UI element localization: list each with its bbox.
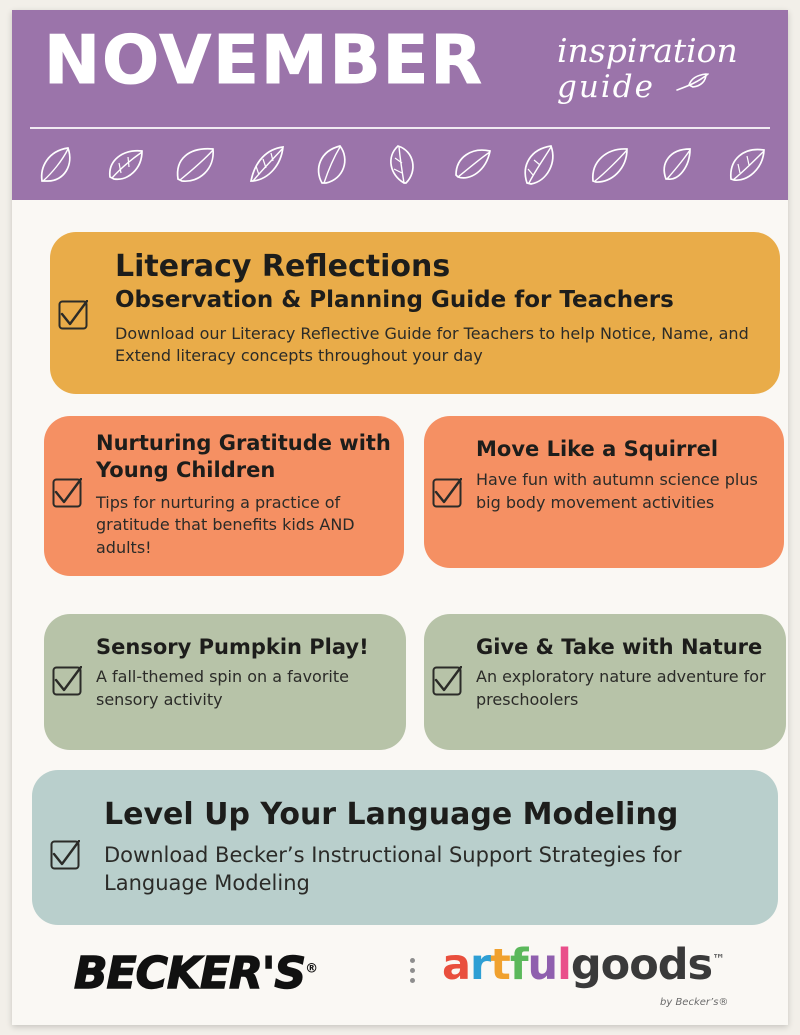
card-squirrel[interactable] [424,416,784,568]
guide-subtitle-line2: guide [557,70,738,106]
artful-goods-byline: by Becker’s® [660,997,729,1008]
page-title: NOVEMBER [44,21,484,99]
checkbox-language[interactable] [50,840,80,870]
leaf-icon [34,143,80,187]
card-literacy-description: Download our Literacy Reflective Guide for Teachers to help Notice, Name, and Extend literacy concepts throughout your day [115,324,749,366]
leaf-icon [104,143,150,187]
card-gratitude-body [96,430,391,560]
leaf-icon [656,143,700,187]
checkbox-literacy[interactable] [58,300,88,330]
guide-subtitle-line1: inspiration [557,31,738,70]
footer [12,940,788,1025]
header-divider [30,127,770,129]
card-pumpkin[interactable] [44,614,406,750]
checkbox-pumpkin[interactable] [52,666,82,696]
leaf-icon [519,143,563,187]
card-pumpkin-body [96,634,396,712]
leaf-sprig-icon [675,66,711,102]
guide-subtitle [557,32,738,106]
card-gratitude-title: Nurturing Gratitude with Young Children [96,431,391,482]
card-pumpkin-description: A fall-themed spin on a favorite sensory activity [96,667,349,709]
card-squirrel-description: Have fun with autumn science plus big body movement activities [476,470,758,512]
artful-goods-tm-mark: ™ [712,952,725,968]
card-nature-title: Give & Take with Nature [476,635,763,659]
card-literacy-title: Literacy Reflections [115,249,451,284]
checkbox-nature[interactable] [432,666,462,696]
beckers-logo-text: BECKER'S [74,948,306,999]
card-nature-description: An exploratory nature adventure for preschoolers [476,667,766,709]
leaf-icon [245,143,289,187]
leaf-icon [450,143,496,187]
card-language[interactable] [32,770,778,925]
flyer-sheet [12,10,788,1025]
header-banner [12,10,788,200]
card-squirrel-body [476,436,776,515]
leaf-icon [724,143,770,187]
leaf-icon [312,143,358,187]
card-language-body [104,798,759,898]
artful-goods-logo-part2: goods [570,940,713,990]
leaf-icon [173,143,221,187]
footer-separator-dots [410,958,415,983]
card-language-description: Download Becker’s Instructional Support Strategies for Language Modeling [104,842,682,896]
leaf-decoration-row [34,134,770,196]
card-nature[interactable] [424,614,786,750]
card-gratitude-description: Tips for nurturing a practice of gratitude that benefits kids AND adults! [96,492,355,558]
header-title-row [12,10,788,124]
beckers-logo [74,948,317,999]
card-language-title: Level Up Your Language Modeling [104,797,679,832]
artful-goods-logo-part1: artful [442,940,571,990]
leaf-icon [382,143,426,187]
card-gratitude[interactable] [44,416,404,576]
beckers-registered-mark: ® [305,961,318,977]
checkbox-gratitude[interactable] [52,478,82,508]
leaf-icon [587,143,633,187]
card-literacy-subtitle: Observation & Planning Guide for Teachers [115,286,674,313]
checkbox-squirrel[interactable] [432,478,462,508]
card-nature-body [476,634,781,712]
card-pumpkin-title: Sensory Pumpkin Play! [96,635,369,659]
card-squirrel-title: Move Like a Squirrel [476,437,719,461]
card-literacy-body [115,250,765,368]
artful-goods-logo [442,940,725,990]
card-literacy[interactable] [50,232,780,394]
